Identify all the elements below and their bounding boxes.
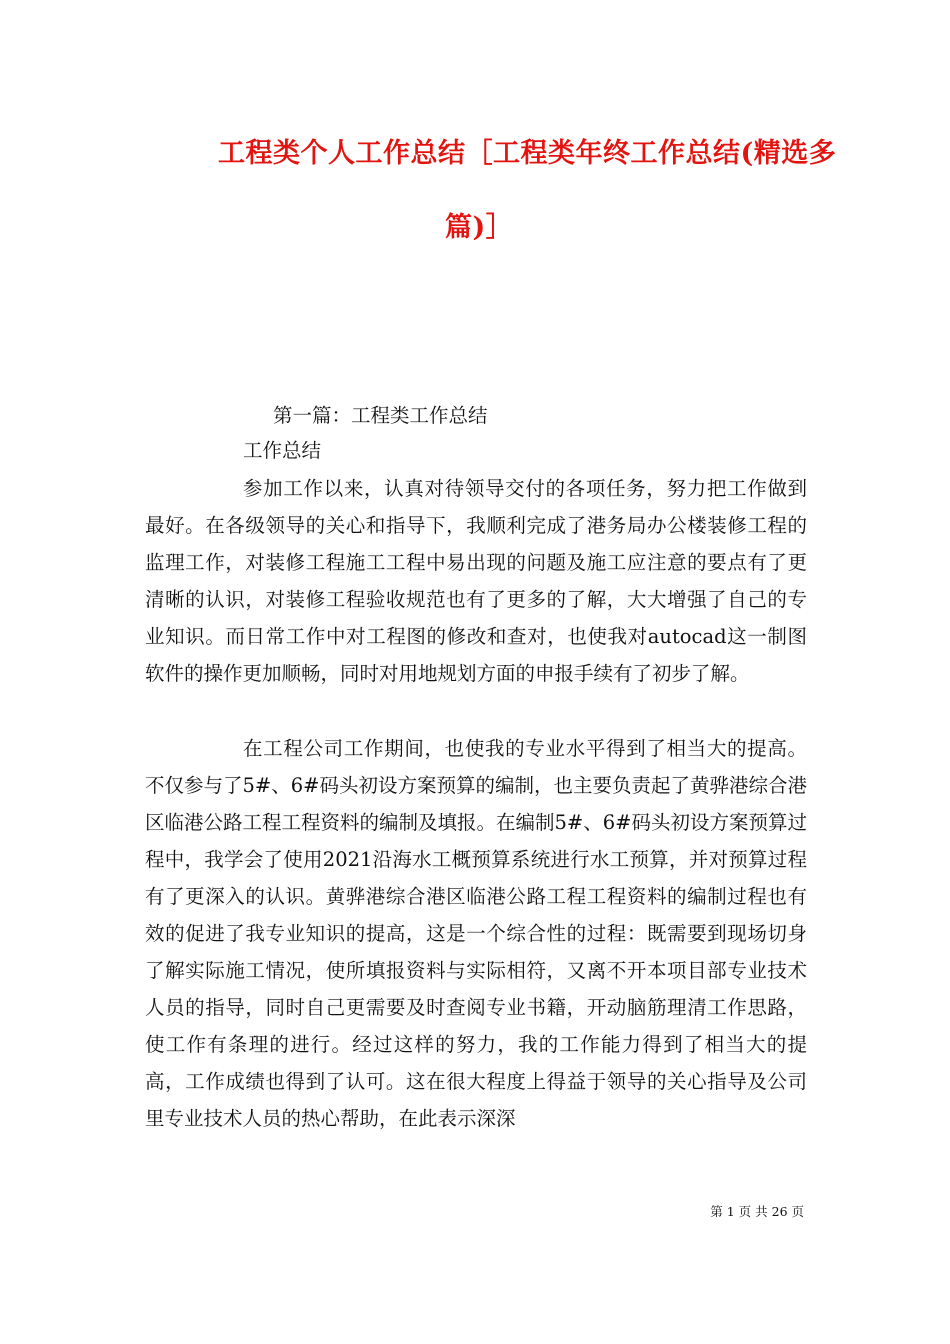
document-title-line-1: 工程类个人工作总结［工程类年终工作总结(精选多 [218,138,837,169]
subheading: 工作总结 [243,439,322,462]
paragraph-2: 在工程公司工作期间，也使我的专业水平得到了相当大的提高。不仅参与了5#、6#码头初设方案预算的编制，也主要负责起了黄骅港综合港区临港公路工程工程资料的编制及填报。在编制5#、6#码头初设方案预算过程中，我学会了使用2021沿海水工概预算系统进行水工预算，并对预算过程有了更深入的认识。黄骅港综合港区临港公路工程工程资料的编制过程也有效的促进了我专业知识的提高，这是一个综合性的过程：既需要到现场切身了解实际施工情况，使所填报资料与实际相符，又离不开本项目部专业技术人员的指导，同时自己更需要及时查阅专业书籍，开动脑筋理清工作思路，使工作有条理的进行。经过这样的努力，我的工作能力得到了相当大的提高，工作成绩也得到了认可。这在很大程度上得益于领导的关心指导及公司里专业技术人员的热心帮助，在此表示深深 [145,737,807,1130]
section-heading: 第一篇：工程类工作总结 [273,404,488,427]
document-title-line-2: 篇)］ [445,212,514,243]
paragraph-1: 参加工作以来，认真对待领导交付的各项任务，努力把工作做到最好。在各级领导的关心和指导下，我顺利完成了港务局办公楼装修工程的监理工作，对装修工程施工工程中易出现的问题及施工应注意的要点有了更清晰的认识，对装修工程验收规范也有了更多的了解，大大增强了自己的专业知识。而日常工作中对工程图的修改和查对，也使我对autocad这一制图软件的操作更加顺畅，同时对用地规划方面的申报手续有了初步了解。 [145,477,807,685]
page-footer: 第 1 页 共 26 页 [710,1204,804,1219]
